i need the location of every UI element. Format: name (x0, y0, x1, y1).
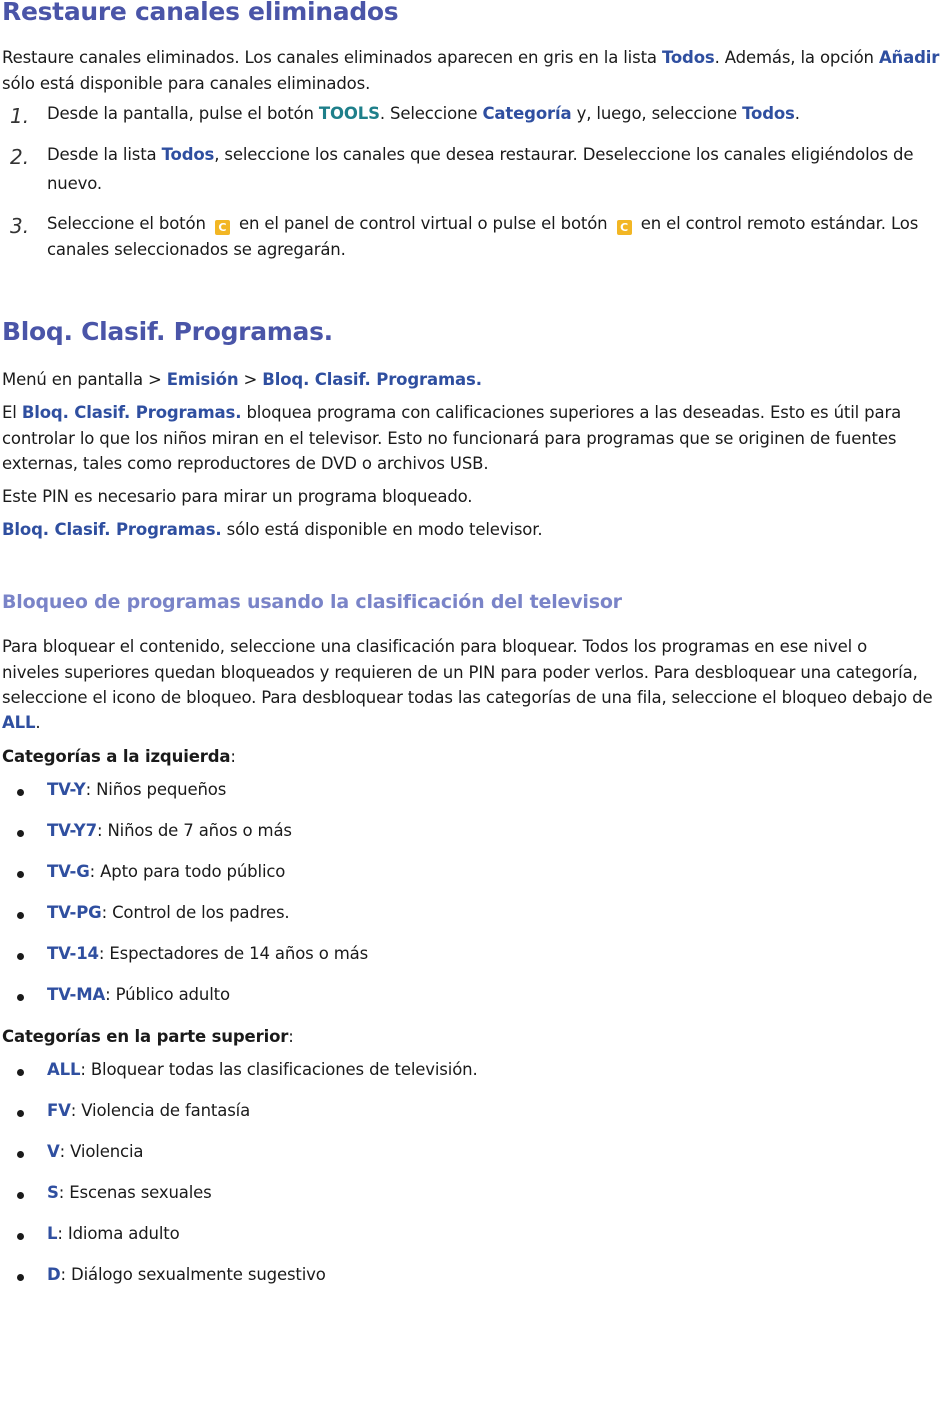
pin-note: Este PIN es necesario para mirar un programa bloqueado. (2, 487, 473, 506)
tv-mode-note: Bloq. Clasif. Programas. sólo está disponible en modo televisor. (2, 520, 543, 539)
list-item: TV-G: Apto para todo público (47, 862, 286, 881)
c-button-icon: C (617, 220, 632, 235)
bullet-icon (17, 1192, 24, 1199)
bullet-icon (17, 1233, 24, 1240)
top-categories-heading: Categorías en la parte superior: (2, 1027, 294, 1046)
list-item: TV-14: Espectadores de 14 años o más (47, 944, 369, 963)
list-item: V: Violencia (47, 1142, 144, 1161)
bullet-icon (17, 871, 24, 878)
section-title-rating-lock: Bloq. Clasif. Programas. (2, 317, 333, 346)
restore-intro-line-2: sólo está disponible para canales eliminados. (2, 74, 371, 93)
bullet-icon (17, 1069, 24, 1076)
list-item: TV-Y7: Niños de 7 años o más (47, 821, 292, 840)
restore-intro-line-1: Restaure canales eliminados. Los canales eliminados aparecen en gris en la lista Todos. Además, la opción Añadir (2, 48, 940, 67)
subsection-title-tv-rating: Bloqueo de programas usando la clasificación del televisor (2, 591, 622, 613)
bullet-icon (17, 789, 24, 796)
bullet-icon (17, 994, 24, 1001)
step-number: 1. (10, 104, 30, 128)
rating-lock-desc-line-1: El Bloq. Clasif. Programas. bloquea programa con calificaciones superiores a las deseadas. Esto es útil para (2, 403, 902, 422)
tv-rating-desc-line-3: seleccione el icono de bloqueo. Para desbloquear todas las categorías de una fila, seleccione el bloqueo debajo de (2, 688, 933, 707)
tv-rating-desc-line-2: niveles superiores quedan bloqueados y requieren de un PIN para poder verlos. Para desbloquear una categoría, (2, 663, 918, 682)
rating-lock-desc-line-2: controlar lo que los niños miran en el televisor. Esto no funcionará para programas que se originen de fuentes (2, 429, 897, 448)
list-item: TV-MA: Público adulto (47, 985, 230, 1004)
bullet-icon (17, 912, 24, 919)
menu-path: Menú en pantalla > Emisión > Bloq. Clasif. Programas. (2, 370, 482, 389)
step-number: 2. (10, 145, 30, 169)
rating-lock-desc-line-3: externas, tales como reproductores de DVD o archivos USB. (2, 454, 489, 473)
list-item: TV-Y: Niños pequeños (47, 780, 227, 799)
bullet-icon (17, 830, 24, 837)
list-item: S: Escenas sexuales (47, 1183, 212, 1202)
list-item: L: Idioma adulto (47, 1224, 180, 1243)
step-1-text: Desde la pantalla, pulse el botón TOOLS. Seleccione Categoría y, luego, seleccione Todos. (47, 104, 800, 123)
step-3-text: Seleccione el botón C en el panel de control virtual o pulse el botón C en el control remoto estándar. Los (47, 214, 919, 234)
list-item: FV: Violencia de fantasía (47, 1101, 251, 1120)
tv-rating-desc-line-1: Para bloquear el contenido, seleccione una clasificación para bloquear. Todos los programas en ese nivel o (2, 637, 868, 656)
left-categories-heading: Categorías a la izquierda: (2, 747, 236, 766)
step-3-text-line-2: canales seleccionados se agregarán. (47, 240, 346, 259)
step-2-text: Desde la lista Todos, seleccione los canales que desea restaurar. Deseleccione los canales eligiéndolos de (47, 145, 914, 164)
bullet-icon (17, 953, 24, 960)
step-2-text-line-2: nuevo. (47, 174, 102, 193)
list-item: ALL: Bloquear todas las clasificaciones de televisión. (47, 1060, 478, 1079)
list-item: TV-PG: Control de los padres. (47, 903, 290, 922)
c-button-icon: C (215, 220, 230, 235)
section-title-restore: Restaure canales eliminados (2, 0, 399, 26)
list-item: D: Diálogo sexualmente sugestivo (47, 1265, 326, 1284)
bullet-icon (17, 1151, 24, 1158)
bullet-icon (17, 1110, 24, 1117)
bullet-icon (17, 1274, 24, 1281)
step-number: 3. (10, 214, 30, 238)
tv-rating-desc-line-4: ALL. (2, 713, 41, 732)
